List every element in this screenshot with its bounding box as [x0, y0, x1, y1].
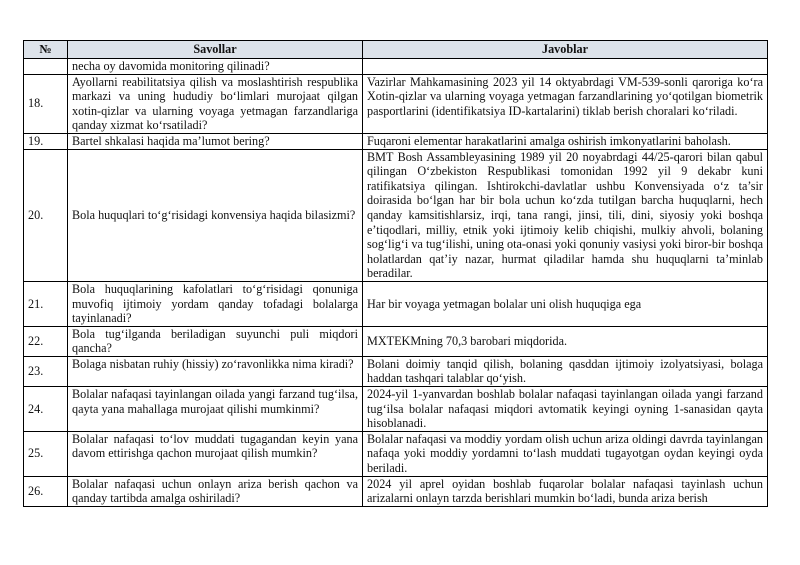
- row-number: 22.: [24, 326, 68, 356]
- row-answer: [363, 59, 768, 75]
- row-answer: MXTEKMning 70,3 barobari miqdorida.: [363, 326, 768, 356]
- table-row: [24, 356, 768, 386]
- row-number: [24, 59, 68, 75]
- table-row: [24, 476, 768, 506]
- row-number: 25.: [24, 431, 68, 476]
- row-answer-text: 2024 yil aprel oyidan boshlab fuqarolar bolalar nafaqasi tayinlash uchun arizalarni onlayn tarzda berishlari mumkin bo‘ladi, bunda ariza berish: [367, 476, 763, 506]
- row-question: Bola tug‘ilganda beriladigan suyunchi puli miqdori qancha?: [68, 326, 363, 356]
- table-row: [24, 149, 768, 281]
- row-question: Bartel shkalasi haqida ma’lumot bering?: [68, 133, 363, 149]
- row-number: 19.: [24, 133, 68, 149]
- qa-table: [23, 40, 768, 507]
- row-answer: BMT Bosh Assambleyasining 1989 yil 20 noyabrdagi 44/25-qarori bilan qabul qilingan O‘zbekiston Respublikasi tomonidan 1992 yil 9 dekabr kuni ratifikatsiya qilingan. Ishtirokchi-davlatlar ushbu Konvensiyada o‘z ta’sir doirasida bo‘lgan har bir bola uchun ko‘zda tutilgan barcha huquqlarni, hech qanday kamsitishlarsiz, irqi, tana rangi, jinsi, tili, dini, siyosiy yoki boshqa e’tiqodlari, milliy, etnik yoki ijtimoiy kelib chiqishi, mulkiy ahvoli, bolaning sog‘lig‘i va tug‘ilishi, uning ota-onasi yoki qonuniy vasiysi yoki biror-bir boshqa holatlardan qat’iy nazar, hurmat qiladilar hamda shu huquqlarni ta’minlab beradilar.: [363, 149, 768, 281]
- row-number: 18.: [24, 74, 68, 133]
- table-row: [24, 431, 768, 476]
- header-number: №: [24, 41, 68, 59]
- row-answer: Bolalar nafaqasi va moddiy yordam olish uchun ariza oldingi davrda tayinlangan nafaqa yoki moddiy yordamni to‘lash muddati tugayotgan oydan keyingi oyda beriladi.: [363, 431, 768, 476]
- row-answer: Bolani doimiy tanqid qilish, bolaning qasddan ijtimoiy izolyatsiyasi, bolaga haddan tashqari talablar qo‘yish.: [363, 356, 768, 386]
- header-questions: Savollar: [68, 41, 363, 59]
- row-number: 24.: [24, 387, 68, 432]
- table-row: [24, 133, 768, 149]
- row-question: Bolalar nafaqasi tayinlangan oilada yangi farzand tug‘ilsa, qayta yana mahallaga murojaat qilishi mumkinmi?: [68, 387, 363, 432]
- row-question: Bola huquqlarining kafolatlari to‘g‘risidagi qonuniga muvofiq ijtimoiy yordam qanday tofadagi bolalarga tayinlanadi?: [68, 281, 363, 326]
- row-question: necha oy davomida monitoring qilinadi?: [68, 59, 363, 75]
- row-question: Bolalar nafaqasi uchun onlayn ariza berish qachon va qanday tartibda amalga oshiriladi?: [68, 476, 363, 506]
- row-number: 21.: [24, 281, 68, 326]
- row-question: Ayollarni reabilitatsiya qilish va moslashtirish respublika markazi va uning hududiy bo‘limlari murojaat qilgan xotin-qizlar va ularning voyaga yetmagan farzandlariga qanday xizmat ko‘rsatiladi?: [68, 74, 363, 133]
- row-answer: Har bir voyaga yetmagan bolalar uni olish huquqiga ega: [363, 281, 768, 326]
- row-question: Bolaga nisbatan ruhiy (hissiy) zo‘ravonlikka nima kiradi?: [68, 356, 363, 386]
- row-number: 20.: [24, 149, 68, 281]
- row-answer: 2024-yil 1-yanvardan boshlab bolalar nafaqasi tayinlangan oilada yangi farzand tug‘ilsa bolalar nafaqasi miqdori avtomatik keyingi oyning 1-sanasidan qayta hisoblanadi.: [363, 387, 768, 432]
- table-row: [24, 281, 768, 326]
- table-row: [24, 74, 768, 133]
- row-number: 26.: [24, 476, 68, 506]
- table-header-row: [24, 41, 768, 59]
- row-question: Bolalar nafaqasi to‘lov muddati tugagandan keyin yana davom ettirishga qachon murojaat qilish mumkin?: [68, 431, 363, 476]
- table-row: [24, 387, 768, 432]
- row-answer: [363, 476, 768, 506]
- row-number: 23.: [24, 356, 68, 386]
- row-question: Bola huquqlari to‘g‘risidagi konvensiya haqida bilasizmi?: [68, 149, 363, 281]
- table-row-continuation: [24, 59, 768, 75]
- table-row: [24, 326, 768, 356]
- row-answer: Vazirlar Mahkamasining 2023 yil 14 oktyabrdagi VM-539-sonli qaroriga ko‘ra Xotin-qizlar va ularning voyaga yetmagan farzandlarining yo‘qotilgan biometrik pasportlarini (identifikatsiya ID-kartalarini) tiklab berish choralari ko‘riladi.: [363, 74, 768, 133]
- header-answers: Javoblar: [363, 41, 768, 59]
- row-answer: Fuqaroni elementar harakatlarini amalga oshirish imkonyatlarini baholash.: [363, 133, 768, 149]
